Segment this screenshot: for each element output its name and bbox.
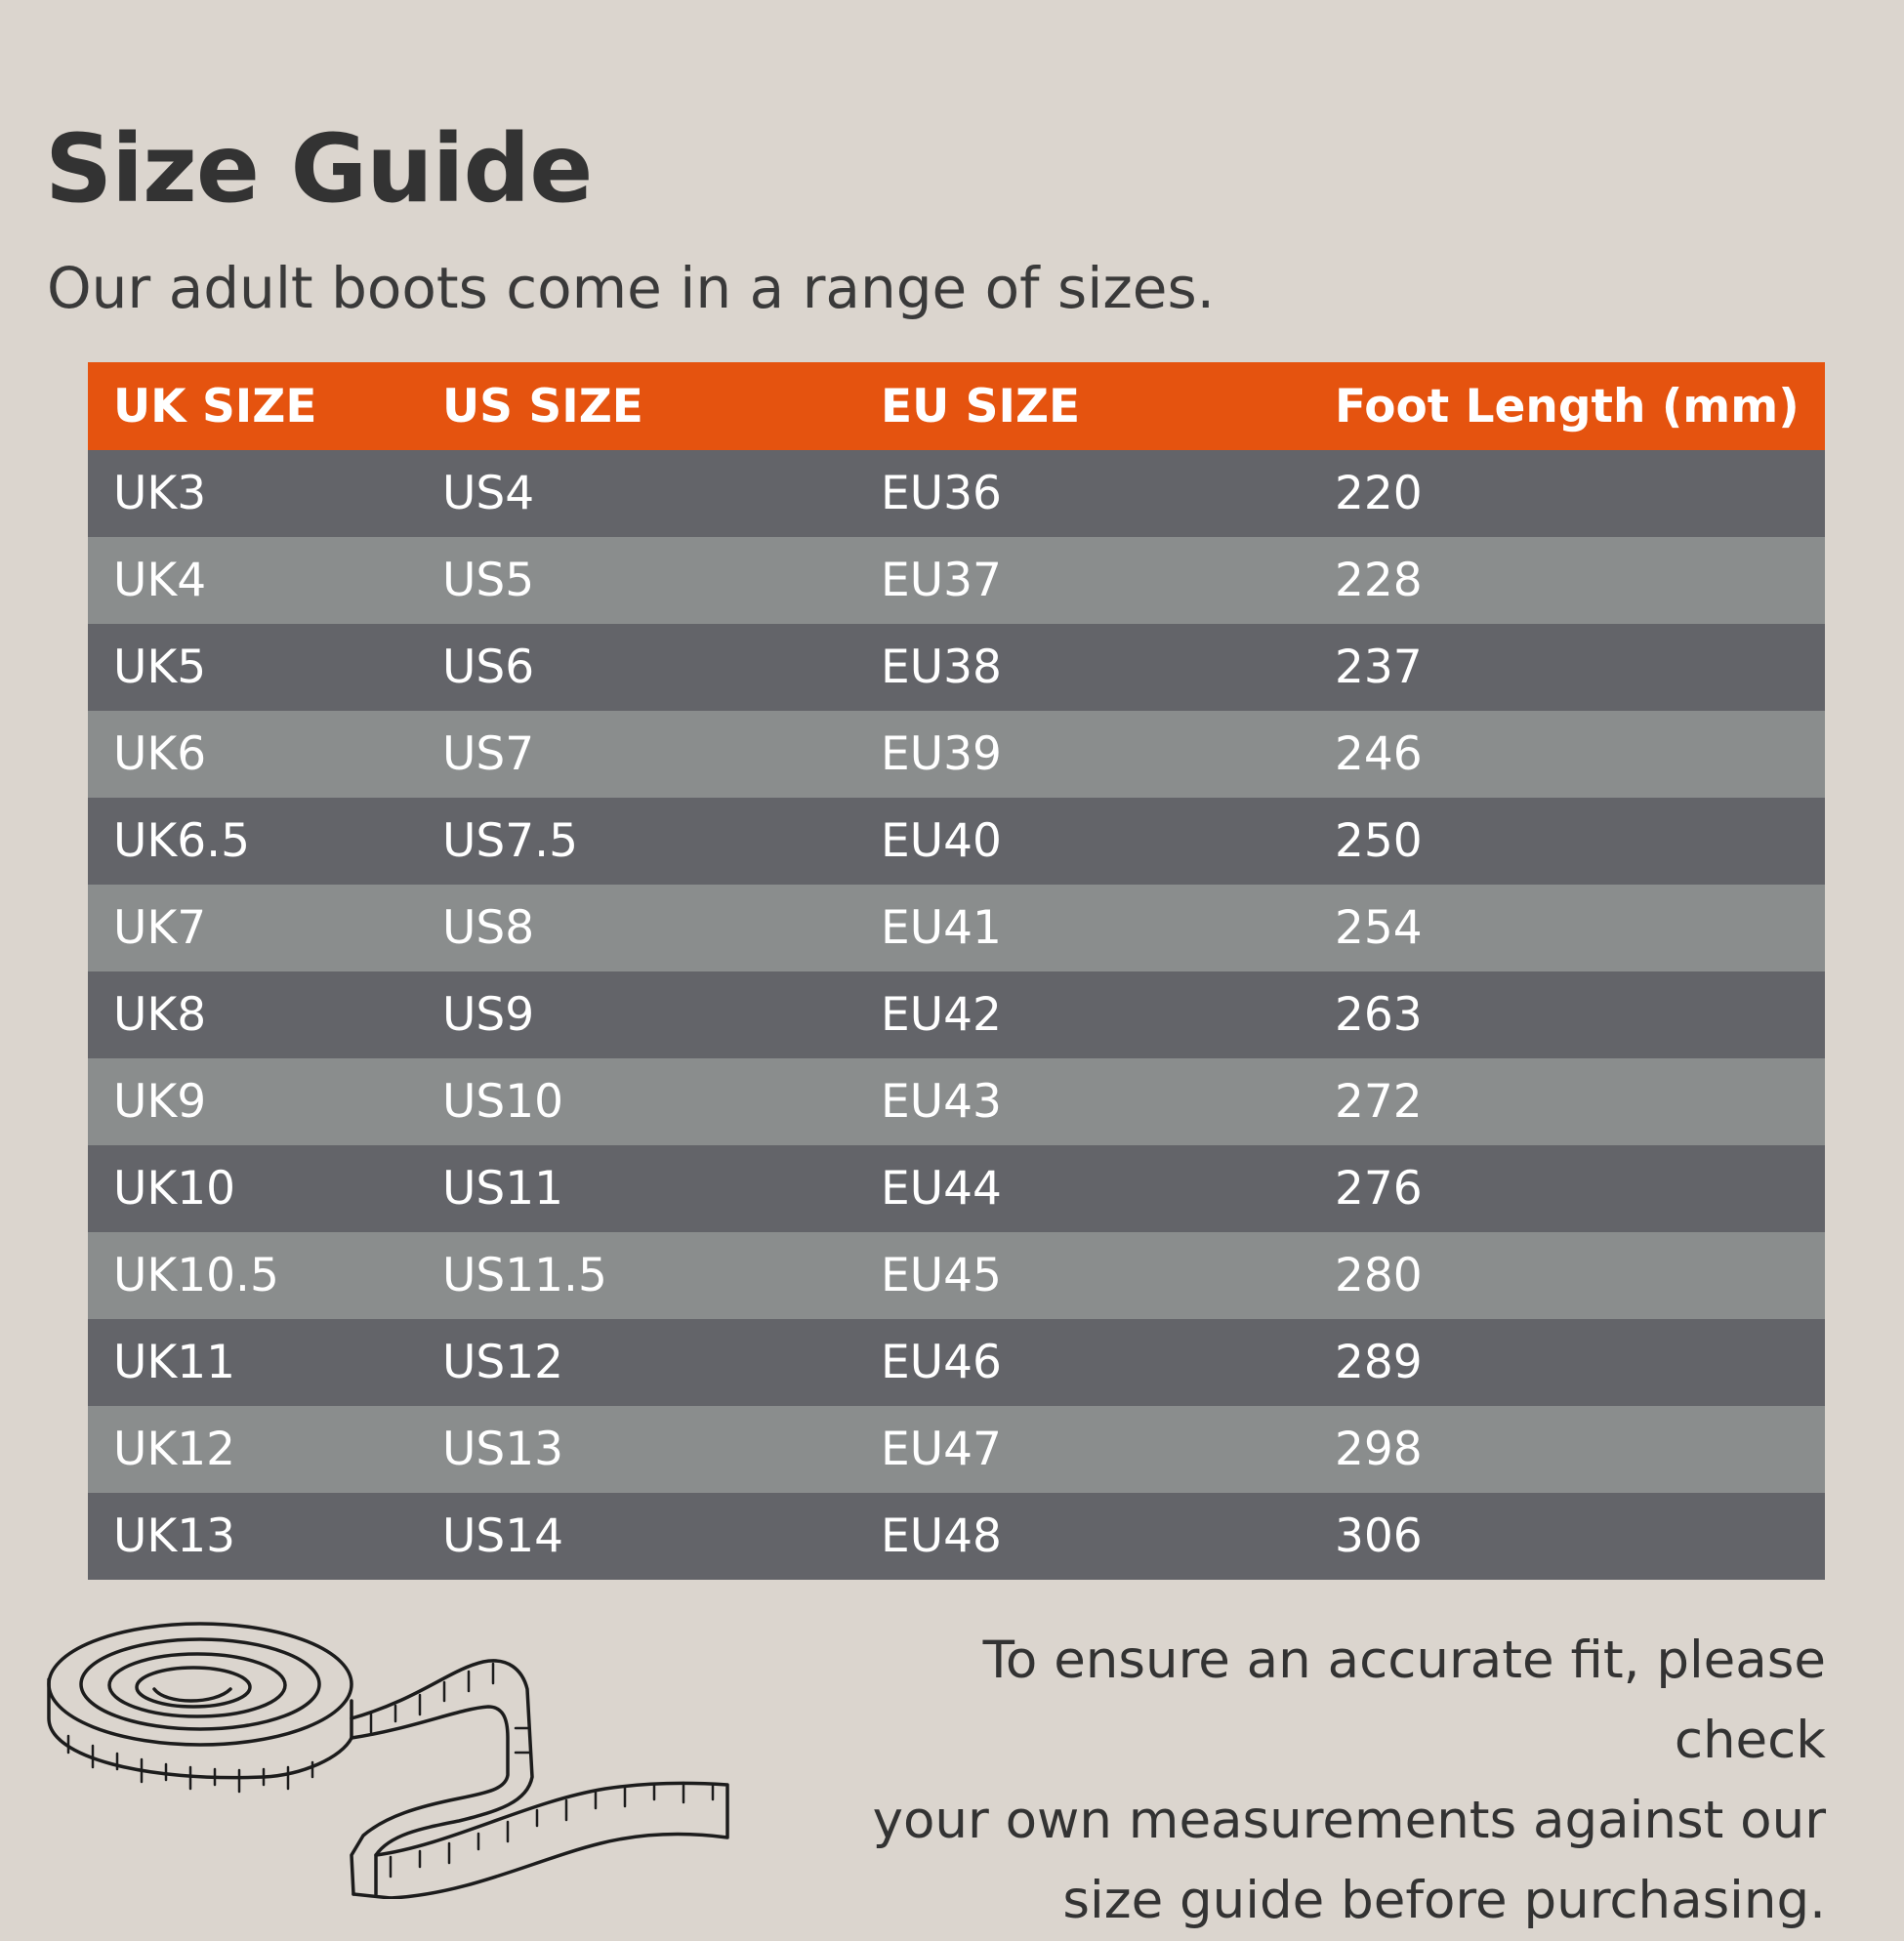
size-table-container — [88, 362, 1825, 1580]
us-size-cell: US6 — [417, 624, 855, 711]
uk-size-cell: UK5 — [88, 624, 417, 711]
uk-size-cell: UK8 — [88, 971, 417, 1058]
table-row — [88, 1058, 1825, 1145]
eu-size-cell: EU37 — [855, 537, 1309, 624]
column-header-uk-size: UK SIZE — [88, 362, 417, 450]
table-header — [88, 362, 1825, 450]
table-row — [88, 1232, 1825, 1319]
us-size-cell: US13 — [417, 1406, 855, 1493]
fit-note-line-1: To ensure an accurate fit, please check — [982, 1631, 1826, 1770]
foot-length-cell: 306 — [1309, 1493, 1825, 1580]
uk-size-cell: UK6.5 — [88, 798, 417, 885]
measuring-tape-icon — [39, 1611, 732, 1899]
eu-size-cell: EU44 — [855, 1145, 1309, 1232]
us-size-cell: US9 — [417, 971, 855, 1058]
us-size-cell: US5 — [417, 537, 855, 624]
page-title: Size Guide — [45, 114, 593, 224]
us-size-cell: US10 — [417, 1058, 855, 1145]
eu-size-cell: EU42 — [855, 971, 1309, 1058]
eu-size-cell: EU41 — [855, 885, 1309, 971]
uk-size-cell: UK4 — [88, 537, 417, 624]
eu-size-cell: EU43 — [855, 1058, 1309, 1145]
foot-length-cell: 280 — [1309, 1232, 1825, 1319]
foot-length-cell: 298 — [1309, 1406, 1825, 1493]
us-size-cell: US11.5 — [417, 1232, 855, 1319]
eu-size-cell: EU38 — [855, 624, 1309, 711]
table-row — [88, 450, 1825, 537]
uk-size-cell: UK3 — [88, 450, 417, 537]
fit-note — [849, 1621, 1826, 1941]
table-row — [88, 798, 1825, 885]
table-body — [88, 450, 1825, 1580]
foot-length-cell: 263 — [1309, 971, 1825, 1058]
foot-length-cell: 246 — [1309, 711, 1825, 798]
us-size-cell: US12 — [417, 1319, 855, 1406]
eu-size-cell: EU48 — [855, 1493, 1309, 1580]
fit-note-line-3: size guide before purchasing. — [1062, 1871, 1826, 1930]
column-header-eu-size: EU SIZE — [855, 362, 1309, 450]
eu-size-cell: EU46 — [855, 1319, 1309, 1406]
uk-size-cell: UK10.5 — [88, 1232, 417, 1319]
eu-size-cell: EU36 — [855, 450, 1309, 537]
foot-length-cell: 254 — [1309, 885, 1825, 971]
table-header-row — [88, 362, 1825, 450]
table-row — [88, 624, 1825, 711]
foot-length-cell: 289 — [1309, 1319, 1825, 1406]
eu-size-cell: EU47 — [855, 1406, 1309, 1493]
column-header-us-size: US SIZE — [417, 362, 855, 450]
foot-length-cell: 276 — [1309, 1145, 1825, 1232]
table-row — [88, 711, 1825, 798]
foot-length-cell: 220 — [1309, 450, 1825, 537]
table-row — [88, 1319, 1825, 1406]
eu-size-cell: EU39 — [855, 711, 1309, 798]
us-size-cell: US8 — [417, 885, 855, 971]
us-size-cell: US7.5 — [417, 798, 855, 885]
us-size-cell: US7 — [417, 711, 855, 798]
fit-note-line-2: your own measurements against our — [872, 1791, 1826, 1850]
table-row — [88, 537, 1825, 624]
eu-size-cell: EU45 — [855, 1232, 1309, 1319]
page-subtitle: Our adult boots come in a range of sizes. — [47, 255, 1216, 321]
eu-size-cell: EU40 — [855, 798, 1309, 885]
uk-size-cell: UK11 — [88, 1319, 417, 1406]
column-header-foot-length: Foot Length (mm) — [1309, 362, 1825, 450]
table-row — [88, 971, 1825, 1058]
size-table — [88, 362, 1825, 1580]
uk-size-cell: UK10 — [88, 1145, 417, 1232]
uk-size-cell: UK6 — [88, 711, 417, 798]
us-size-cell: US4 — [417, 450, 855, 537]
foot-length-cell: 228 — [1309, 537, 1825, 624]
foot-length-cell: 272 — [1309, 1058, 1825, 1145]
uk-size-cell: UK12 — [88, 1406, 417, 1493]
us-size-cell: US11 — [417, 1145, 855, 1232]
uk-size-cell: UK13 — [88, 1493, 417, 1580]
uk-size-cell: UK7 — [88, 885, 417, 971]
table-row — [88, 1406, 1825, 1493]
foot-length-cell: 237 — [1309, 624, 1825, 711]
table-row — [88, 885, 1825, 971]
table-row — [88, 1145, 1825, 1232]
foot-length-cell: 250 — [1309, 798, 1825, 885]
table-row — [88, 1493, 1825, 1580]
us-size-cell: US14 — [417, 1493, 855, 1580]
uk-size-cell: UK9 — [88, 1058, 417, 1145]
